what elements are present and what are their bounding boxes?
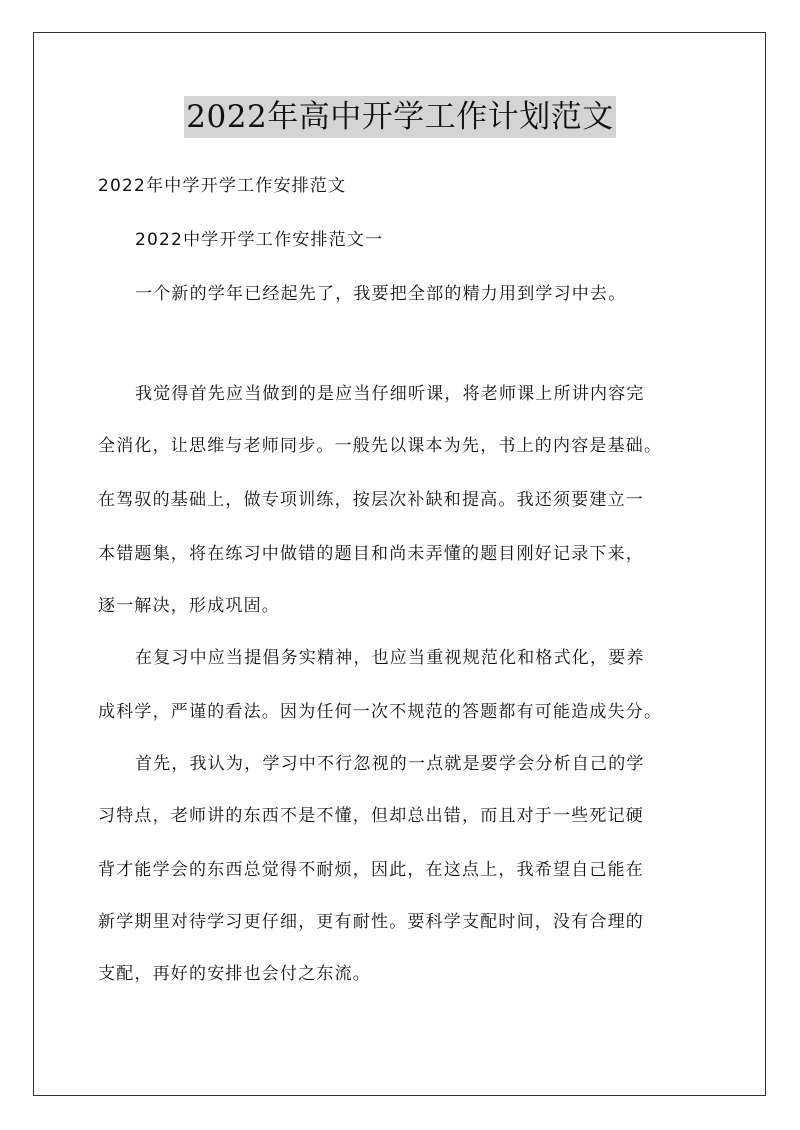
paragraph-line: 一个新的学年已经起先了，我要把全部的精力用到学习中去。 <box>135 284 627 304</box>
paragraph-line: 新学期里对待学习更仔细，更有耐性。要科学支配时间，没有合理的 <box>98 912 644 932</box>
paragraph-line: 本错题集，将在练习中做错的题目和尚未弄懂的题目刚好记录下来， <box>98 544 644 564</box>
paragraph-line: 在复习中应当提倡务实精神，也应当重视规范化和格式化，要养 <box>135 648 645 668</box>
title-container <box>0 96 800 138</box>
section-heading: 2022中学开学工作安排范文一 <box>135 230 384 250</box>
paragraph-line: 支配，再好的安排也会付之东流。 <box>98 964 371 984</box>
paragraph-line: 逐一解决，形成巩固。 <box>98 596 280 616</box>
paragraph-line: 我觉得首先应当做到的是应当仔细听课，将老师课上所讲内容完 <box>135 384 645 404</box>
paragraph-line: 背才能学会的东西总觉得不耐烦，因此，在这点上，我希望自己能在 <box>98 860 644 880</box>
paragraph-line: 习特点，老师讲的东西不是不懂，但却总出错，而且对于一些死记硬 <box>98 806 644 826</box>
subtitle-line: 2022年中学开学工作安排范文 <box>98 176 347 196</box>
document-title: 2022年高中开学工作计划范文 <box>184 96 615 138</box>
paragraph-line: 成科学，严谨的看法。因为任何一次不规范的答题都有可能造成失分。 <box>98 702 663 722</box>
paragraph-line: 全消化，让思维与老师同步。一般先以课本为先，书上的内容是基础。 <box>98 436 663 456</box>
paragraph-line: 首先，我认为，学习中不行忽视的一点就是要学会分析自己的学 <box>135 754 645 774</box>
paragraph-line: 在驾驭的基础上，做专项训练，按层次补缺和提高。我还须要建立一 <box>98 490 644 510</box>
